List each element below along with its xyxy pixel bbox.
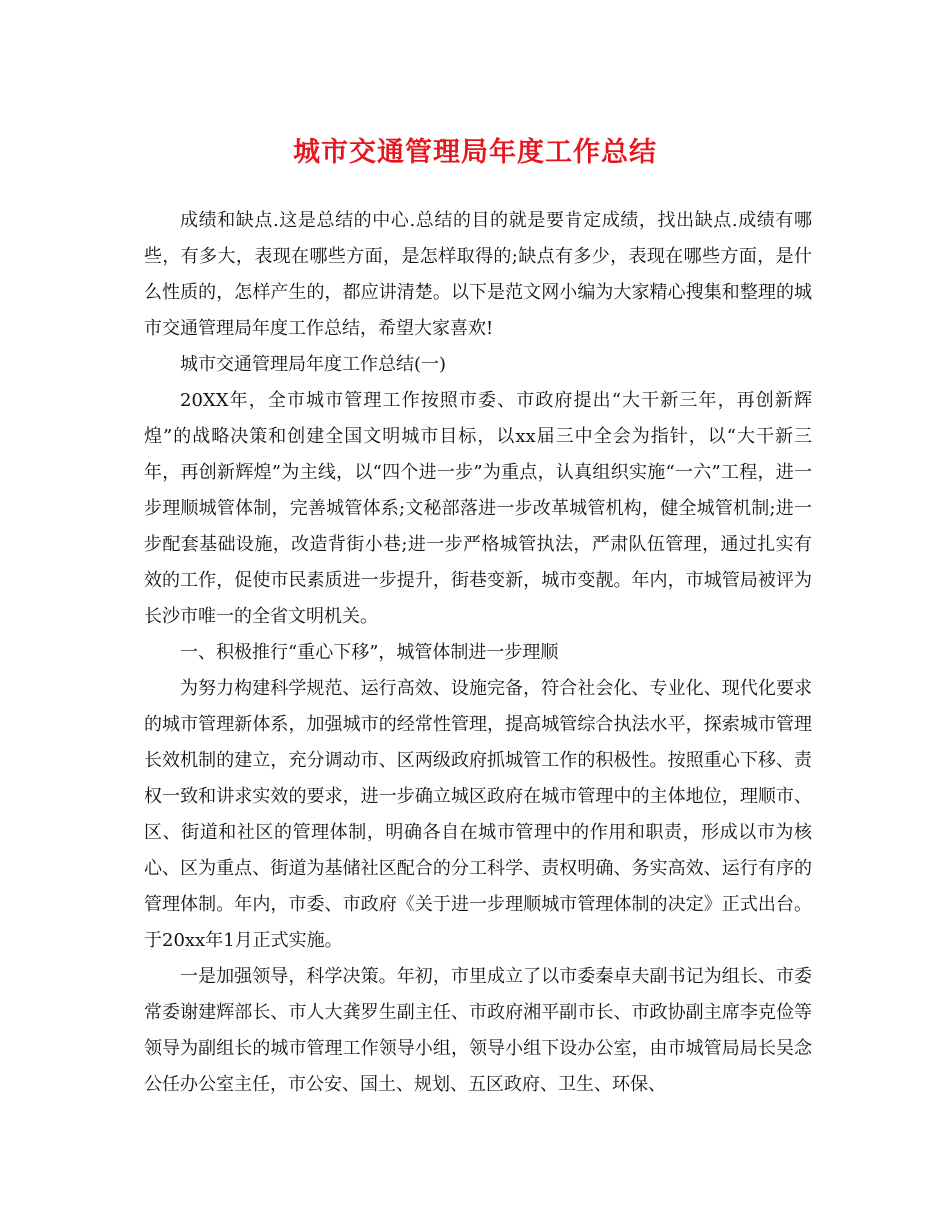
overview-paragraph: 20XX年，全市城市管理工作按照市委、市政府提出“大干新三年，再创新辉煌”的战略决策和创建全国文明城市目标，以xx届三中全会为指针，以“大干新三年，再创新辉煌”为主线，以“四个进一步”为重点，认真组织实施“一六”工程，进一步理顺城管体制，完善城管体系;文秘部落进一步改革城管机构，健全城管机制;进一步配套基础设施，改造背街小巷;进一步严格城管执法，严肃队伍管理，通过扎实有效的工作，促使市民素质进一步提升，街巷变新，城市变靓。年内，市城管局被评为长沙市唯一的全省文明机关。 [144,390,813,627]
section-heading-part-one: 城市交通管理局年度工作总结(一) [180,354,447,375]
subsection-heading-one: 一、积极推行“重心下移”，城管体制进一步理顺 [180,642,559,663]
leadership-paragraph: 一是加强领导，科学决策。年初，市里成立了以市委秦卓夫副书记为组长、市委常委谢建辉部长、市人大龚罗生副主任、市政府湘平副市长、市政协副主席李克俭等领导为副组长的城市管理工作领导小组，领导小组下设办公室，由市城管局局长吴念公任办公室主任，市公安、国土、规划、五区政府、卫生、环保、 [144,966,812,1095]
intro-paragraph: 成绩和缺点.这是总结的中心.总结的目的就是要肯定成绩，找出缺点.成绩有哪些，有多大，表现在哪些方面，是怎样取得的;缺点有多少，表现在哪些方面，是什么性质的，怎样产生的，都应讲清楚。以下是范文网小编为大家精心搜集和整理的城市交通管理局年度工作总结，希望大家喜欢! [144,210,812,339]
document-body [144,203,812,1103]
document-title: 城市交通管理局年度工作总结 [293,137,657,168]
system-reform-paragraph: 为努力构建科学规范、运行高效、设施完备，符合社会化、专业化、现代化要求的城市管理新体系，加强城市的经常性管理，提高城管综合执法水平，探索城市管理长效机制的建立，充分调动市、区两级政府抓城管工作的积极性。按照重心下移、责权一致和讲求实效的要求，进一步确立城区政府在城市管理中的主体地位，理顺市、区、街道和社区的管理体制，明确各自在城市管理中的作用和职责，形成以市为核心、区为重点、街道为基储社区配合的分工科学、责权明确、务实高效、运行有序的管理体制。年内，市委、市政府《关于进一步理顺城市管理体制的决定》正式出台。于20xx年1月正式实施。 [144,678,812,951]
